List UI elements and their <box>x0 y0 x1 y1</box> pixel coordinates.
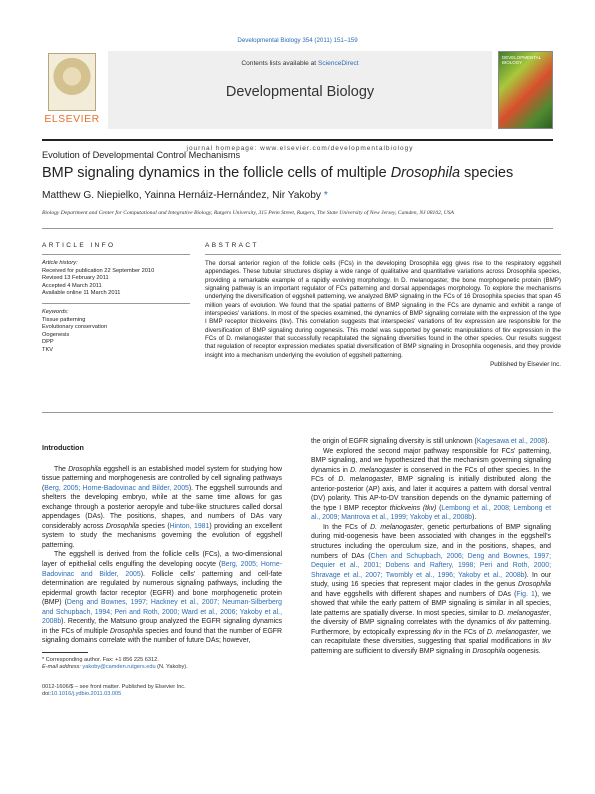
intro-paragraph-2: The eggshell is derived from the follicle cells (FCs), a two-dimensional layer of epithelial cells engulfing the developing oocyte (Berg, 2005; Horne-Badovinac and Bilder, 2005). Follicle cells' patterning and cell-fate determination are regulated by numerous signaling pathways, including the epidermal growth factor receptor (EGFR) and bone morphogenetic protein (BMP) (Deng and Bownes, 1997; Hackney et al., 2007; Neuman-Silberberg and Schupbach, 1994; Peri and Roth, 2000; Ward et al., 2006; Yakoby et al., 2008b). Recently, the Matsuno group analyzed the EGFR signaling dynamics in the FCs of multiple Drosophila species and found that the number of EGFR signaling domains correlate with the number of future DAs; however, <box>42 551 282 645</box>
intro-paragraph-1: The Drosophila eggshell is an established model system for studying how tissue patterning and morphogenesis are controlled by cell signaling pathways (Berg, 2005; Horne-Badovinac and Bilder, 2005). The eggshell surrounds and shelters the developing embryo, while at the same time allows for gas exchange through a posterior aeropyle and tube-like structures called dorsal appendages (DAs). The positions, shapes, and numbers of DAs vary considerably across Drosophila species (Hinton, 1981) providing an excellent system to study the mechanisms governing the evolution of eggshell patterning. <box>42 465 282 549</box>
keyword-item: DPP <box>42 339 54 346</box>
doi-line: doi:10.1016/j.ydbio.2011.03.005 <box>42 691 122 698</box>
authors-text: Matthew G. Niepielko, Yainna Hernáiz-Hernández, Nir Yakoby <box>42 190 324 201</box>
abstract-panel <box>205 242 561 368</box>
elsevier-tree-icon <box>48 53 96 111</box>
keywords-label: Keywords: <box>42 308 69 315</box>
issn-doi-block <box>42 684 186 699</box>
citation-link[interactable]: Deng and Bownes, 1997; Hackney et al., 2007; Neuman-Silberberg and Schupbach, 1994; Peri and Roth, 2000; Ward et al., 2006; Yakoby et al., 2008b <box>42 599 282 626</box>
cover-title: DEVELOPMENTAL BIOLOGY <box>502 55 542 65</box>
body-column-right <box>311 437 551 657</box>
elsevier-wordmark: ELSEVIER <box>44 113 100 125</box>
intro-paragraph-4: In the FCs of D. melanogaster, genetic perturbations of BMP signaling during mid-oogenesis have been associated with changes in the eggshell's structures including the operculum size, and in the positions, shapes, and numbers of DAs (Chen and Schupbach, 2006; Deng and Bownes, 1997; Dequier et al., 2001; Dobens and Raftery, 1998; Peri and Roth, 2000; Shravage et al., 2007; Twombly et al., 1996; Yakoby et al., 2008b). In our study, using 16 species that represent major clades in the genus Drosophila and have eggshells with different shapes and numbers of DAs (Fig. 1), we showed that while the early pattern of BMP signaling is similar in all species, late patterns are spatially diverse. In most species, similar to D. melanogaster, the diversity of BMP signaling correlates with the dynamics of tkv patterning. Furthermore, by ectopically expressing tkv in the FCs of D. melanogaster, we can recapitulate these diversities, suggesting that spatial modifications in tkv patterning are sufficient to diversify BMP signaling in Drosophila oogenesis. <box>311 523 552 656</box>
masthead <box>42 51 553 131</box>
abstract-text: The dorsal anterior region of the follicle cells (FCs) in the developing Drosophila egg gives rise to the respiratory eggshell appendages. These tubular structures display a wide range of qualitative and quantitative variations across Drosophila species, providing a remarkable example of a rapidly evolving morphology. In D. melanogaster, the bone morphogenetic protein (BMP) signaling pathway is an important regulator of FCs patterning and dorsal appendages morphology. To explore the mechanisms underlying the diversification of eggshell patterning, we analyzed BMP signaling in the FCs of 16 Drosophila species that span 45 million years of evolution. We found that the spatial patterns of BMP signaling in the FCs are dynamic and exhibit a range of interspecies' variations. In most of the species examined, the dynamics of BMP signaling correlate with the expression of the type I BMP receptor thickveins (tkv). This correlation suggests that interspecies' variations of tkv expression are responsible for the diversification of BMP signaling during oogenesis. This model was supported by genetic manipulations of tkv expression in the FCs of D. melanogaster that successfully recapitulated the signaling diversities found in the other species. Our results suggest that regulation of receptor expression mediates spatial diversification of BMP signaling in Drosophila oogenesis, and they provide insight into a mechanism underlying the evolution of eggshell patterning. <box>205 260 561 359</box>
doi-link[interactable]: 10.1016/j.ydbio.2011.03.005 <box>51 691 122 698</box>
abstract-label: ABSTRACT <box>205 242 259 249</box>
affiliation: Biology Department and Center for Computational and Integrative Biology, Rutgers University, 315 Penn Street, Rutgers, The State University of New Jersey, Camden, NJ 08102, USA <box>42 210 454 216</box>
journal-homepage[interactable]: journal homepage: www.elsevier.com/developmentalbiology <box>186 145 414 152</box>
contents-line <box>108 60 492 67</box>
history-revised: Revised 13 February 2011 <box>42 275 109 282</box>
article-info-rule-2 <box>42 303 190 304</box>
author-list <box>42 190 328 201</box>
publisher-line: Published by Elsevier Inc. <box>490 361 561 369</box>
email-link[interactable]: yakoby@camden.rutgers.edu <box>82 664 156 671</box>
corresponding-author-note: * Corresponding author. Fax: +1 856 225 6312. <box>42 657 159 663</box>
abstract-rule <box>205 254 561 255</box>
journal-header-box <box>108 51 492 129</box>
email-note: E-mail address: yakoby@camden.rutgers.edu (N. Yakoby). <box>42 664 188 671</box>
intro-paragraph-3: We explored the second major pathway responsible for FCs' patterning, BMP signaling, and we hypothesized that the mechanism governing signaling dynamics in D. melanogaster is conserved in the FCs of other species. In the FCs of D. melanogaster, BMP signaling is initially distributed along the anterior-posterior (AP) axis, and later it acquires a pattern with dorsal ventral (DV) polarity. This AP-to-DV transition depends on the dynamic patterning of the type I BMP receptor thickveins (tkv) (Lembong et al., 2008; Lembong et al., 2009; Mantrova et al., 1999; Yakoby et al., 2008b). <box>311 447 552 522</box>
history-online: Available online 11 March 2011 <box>42 290 121 297</box>
keywords <box>42 309 190 355</box>
intro-paragraph-continued: the origin of EGFR signaling diversity is still unknown (Kagesawa et al., 2008). <box>311 438 550 445</box>
keyword-item: Evolutionary conservation <box>42 324 108 331</box>
figure-link[interactable]: Fig. 1 <box>516 590 535 598</box>
journal-cover-thumbnail[interactable] <box>498 51 553 129</box>
title-suffix: species <box>460 165 514 181</box>
citation-link[interactable]: Berg, 2005; Horne-Badovinac and Bilder, 2005 <box>42 561 282 578</box>
article-info-rule <box>42 254 190 255</box>
history-label: Article history: <box>42 260 78 266</box>
history-received: Received for publication 22 September 2010 <box>42 267 155 274</box>
paper-title <box>42 165 513 181</box>
history-accepted: Accepted 4 March 2011 <box>42 282 102 289</box>
body-rule <box>42 412 553 413</box>
keyword-item: Oogenesis <box>42 331 70 338</box>
article-info-panel <box>42 242 190 355</box>
article-info-label: ARTICLE INFO <box>42 242 116 249</box>
footnotes <box>42 657 282 672</box>
corresponding-author-mark[interactable]: * <box>323 190 328 201</box>
sciencedirect-link[interactable]: ScienceDirect <box>317 60 359 67</box>
citation-link[interactable]: Berg, 2005; Horne-Badovinac and Bilder, 2005 <box>44 484 189 492</box>
elsevier-logo[interactable] <box>42 51 102 129</box>
keyword-item: TKV <box>42 346 54 353</box>
journal-title: Developmental Biology <box>225 84 375 100</box>
citation-link[interactable]: Lembong et al., 2008; Lembong et al., 2009; Mantrova et al., 1999; Yakoby et al., 2008b <box>311 504 551 522</box>
title-prefix: BMP signaling dynamics in the follicle cells of multiple <box>42 165 391 181</box>
issn-line: 0012-1606/$ – see front matter. Published by Elsevier Inc. <box>42 684 186 690</box>
citation-link[interactable]: Hinton, 1981 <box>169 522 210 530</box>
footnote-rule <box>42 652 88 653</box>
citation-link[interactable]: Chen and Schupbach, 2006; Deng and Bownes, 1997; Dequier et al., 2001; Dobens and Raftery, 1998; Peri and Roth, 2000; Shravage et al., 2007; Twombly et al., 1996; Yakoby et al., 2008b <box>311 552 551 579</box>
keyword-item: Tissue patterning <box>42 316 86 323</box>
title-italic: Drosophila <box>390 165 461 181</box>
affiliation-rule <box>42 228 553 229</box>
header-rule <box>42 139 553 141</box>
contents-prefix: Contents lists available at <box>241 60 318 67</box>
body-column-left <box>42 437 282 646</box>
citation-link[interactable]: Kagesawa et al., 2008 <box>476 438 546 445</box>
article-history <box>42 260 190 298</box>
section-label: Evolution of Developmental Control Mechanisms <box>42 150 241 160</box>
introduction-heading: Introduction <box>42 443 84 452</box>
journal-reference[interactable]: Developmental Biology 354 (2011) 151–159 <box>237 37 358 44</box>
